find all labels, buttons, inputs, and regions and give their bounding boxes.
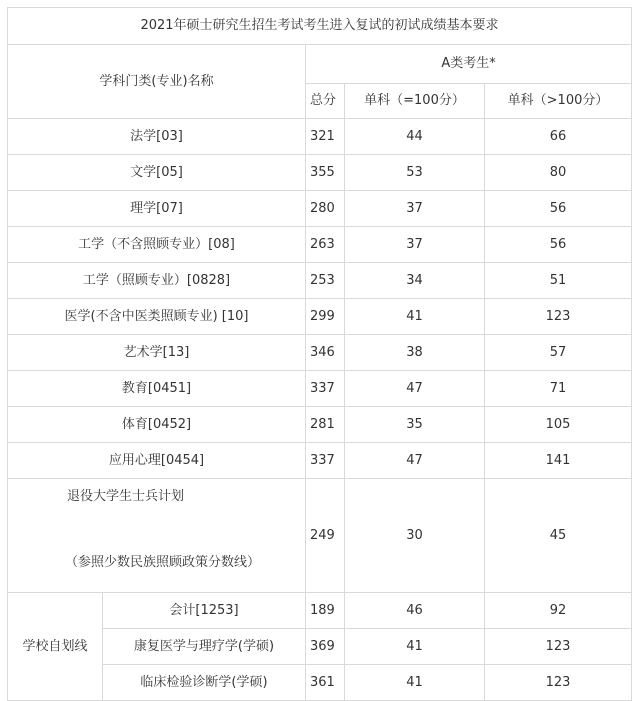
- single-high-score: 45: [485, 479, 632, 593]
- subject-name: 临床检验诊断学(学硕): [103, 665, 306, 701]
- table-row: [8, 407, 632, 443]
- single-high-score: 123: [485, 629, 632, 665]
- table-title: 2021年硕士研究生招生考试考生进入复试的初试成绩基本要求: [8, 8, 632, 45]
- table-row: [8, 227, 632, 263]
- subject-name: 教育[0451]: [8, 371, 306, 407]
- single-low-score: 30: [345, 479, 485, 593]
- single-high-score: 56: [485, 227, 632, 263]
- table-row: [8, 335, 632, 371]
- score-requirements-table: [7, 7, 632, 701]
- score-table-container: [7, 7, 631, 701]
- subject-name: 体育[0452]: [8, 407, 306, 443]
- single-low-score: 38: [345, 335, 485, 371]
- subject-column-header: 学科门类(专业)名称: [8, 45, 306, 119]
- single-low-score: 47: [345, 371, 485, 407]
- group-a-header: A类考生*: [306, 45, 632, 84]
- total-score: 361: [306, 665, 345, 701]
- single-high-score: 92: [485, 593, 632, 629]
- single-low-score: 47: [345, 443, 485, 479]
- single-high-score: 123: [485, 665, 632, 701]
- table-row: [8, 443, 632, 479]
- total-score: 369: [306, 629, 345, 665]
- table-row: [8, 191, 632, 227]
- single-low-score: 35: [345, 407, 485, 443]
- single-low-score: 53: [345, 155, 485, 191]
- single-low-score: 34: [345, 263, 485, 299]
- total-header: 总分: [306, 84, 345, 119]
- single-high-score: 57: [485, 335, 632, 371]
- table-row: [8, 299, 632, 335]
- total-score: 337: [306, 371, 345, 407]
- single-high-score: 80: [485, 155, 632, 191]
- total-score: 253: [306, 263, 345, 299]
- subject-name: 文学[05]: [8, 155, 306, 191]
- veteran-subject-name: [8, 479, 306, 593]
- table-row: [8, 371, 632, 407]
- table-row: [8, 593, 632, 629]
- table-row: [8, 119, 632, 155]
- veteran-name-line-2: （参照少数民族照顾政策分数线）: [65, 555, 261, 570]
- single-low-score: 44: [345, 119, 485, 155]
- total-score: 249: [306, 479, 345, 593]
- total-score: 299: [306, 299, 345, 335]
- total-score: 355: [306, 155, 345, 191]
- single-high-score: 66: [485, 119, 632, 155]
- subject-name: 艺术学[13]: [8, 335, 306, 371]
- header-row-1: [8, 45, 632, 84]
- subject-name: 理学[07]: [8, 191, 306, 227]
- subject-name: 医学(不含中医类照顾专业) [10]: [8, 299, 306, 335]
- single-high-score: 71: [485, 371, 632, 407]
- total-score: 337: [306, 443, 345, 479]
- single-low-header: 单科（=100分）: [345, 84, 485, 119]
- single-high-score: 141: [485, 443, 632, 479]
- total-score: 346: [306, 335, 345, 371]
- title-row: [8, 8, 632, 45]
- subject-name: 法学[03]: [8, 119, 306, 155]
- single-low-score: 46: [345, 593, 485, 629]
- total-score: 280: [306, 191, 345, 227]
- subject-name: 工学（照顾专业）[0828]: [8, 263, 306, 299]
- school-line-label: 学校自划线: [8, 593, 103, 701]
- single-high-score: 123: [485, 299, 632, 335]
- subject-name: 会计[1253]: [103, 593, 306, 629]
- single-low-score: 41: [345, 299, 485, 335]
- total-score: 189: [306, 593, 345, 629]
- single-high-score: 105: [485, 407, 632, 443]
- veteran-row: [8, 479, 632, 593]
- total-score: 281: [306, 407, 345, 443]
- subject-name: 应用心理[0454]: [8, 443, 306, 479]
- single-high-score: 51: [485, 263, 632, 299]
- single-low-score: 41: [345, 665, 485, 701]
- subject-name: 康复医学与理疗学(学硕): [103, 629, 306, 665]
- table-row: [8, 155, 632, 191]
- single-low-score: 41: [345, 629, 485, 665]
- total-score: 263: [306, 227, 345, 263]
- table-row: [8, 263, 632, 299]
- single-high-header: 单科（>100分）: [485, 84, 632, 119]
- total-score: 321: [306, 119, 345, 155]
- veteran-name-line-1: 退役大学生士兵计划: [67, 489, 185, 504]
- subject-name: 工学（不含照顾专业）[08]: [8, 227, 306, 263]
- single-high-score: 56: [485, 191, 632, 227]
- single-low-score: 37: [345, 191, 485, 227]
- single-low-score: 37: [345, 227, 485, 263]
